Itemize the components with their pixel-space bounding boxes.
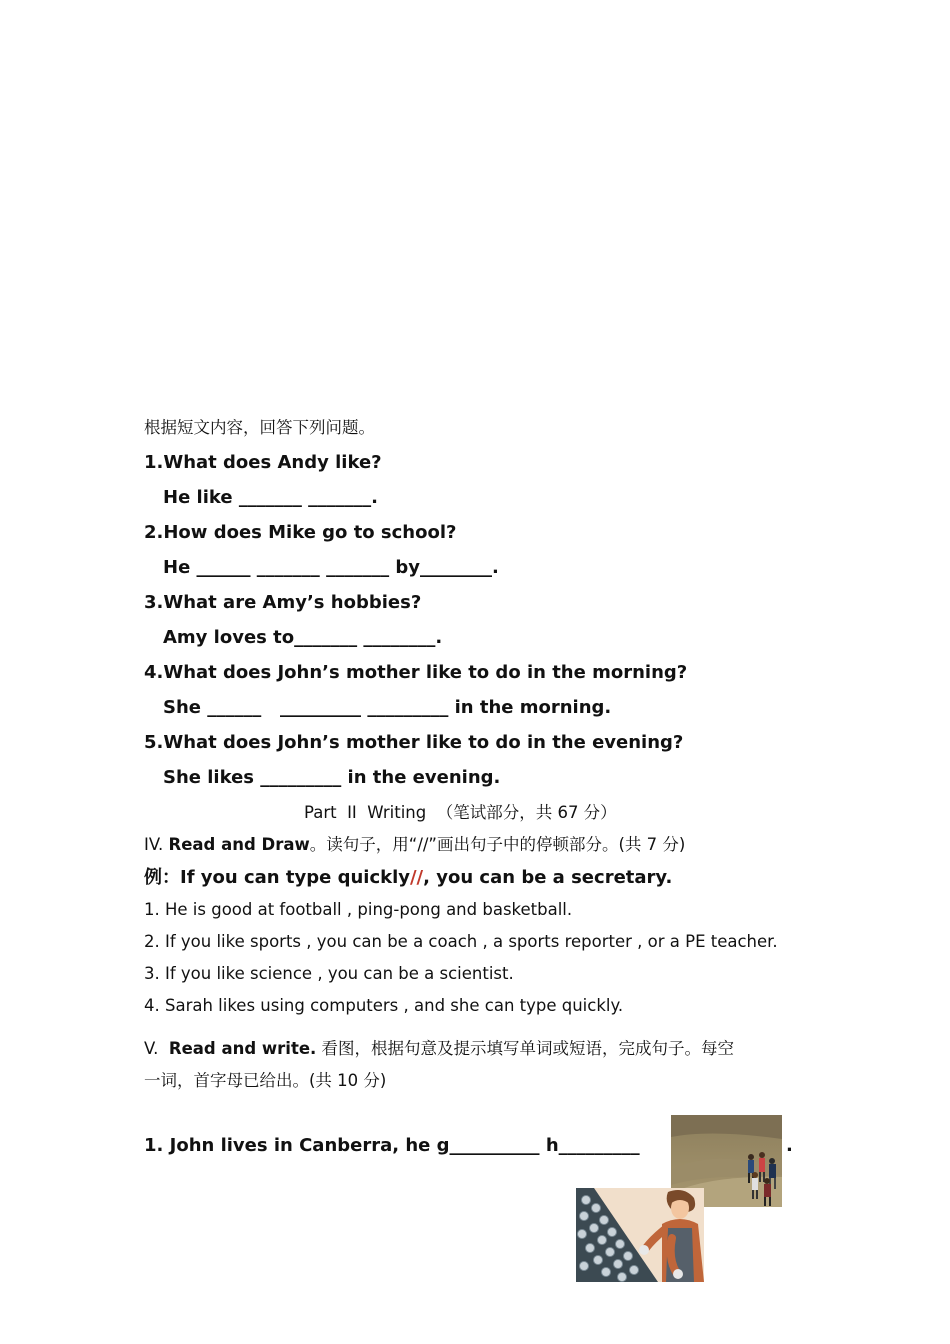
- example-part-2: , you can be a secretary.: [423, 867, 673, 888]
- answer-line-2: He ______ _______ _______ by________.: [163, 557, 499, 578]
- answer-line-5: She likes _________ in the evening.: [163, 767, 501, 788]
- example-pause-mark: //: [409, 867, 424, 888]
- section-v-heading: [144, 1039, 734, 1059]
- question-3: 3.What are Amy’s hobbies?: [144, 592, 422, 613]
- question-5: 5.What does John’s mother like to do in the evening?: [144, 732, 684, 753]
- section-iv-item-3: 3. If you like science , you can be a scientist.: [144, 964, 514, 983]
- question-1: 1.What does Andy like?: [144, 452, 382, 473]
- item1-end: .: [786, 1135, 793, 1156]
- item1-blank-1: __________: [449, 1135, 540, 1156]
- answer-line-3: Amy loves to_______ ________.: [163, 627, 443, 648]
- example-sentence: [144, 867, 672, 889]
- section-v-instruction: 看图，根据句意及提示填写单词或短语，完成句子。每空: [316, 1039, 735, 1058]
- reading-instruction: 根据短文内容，回答下列问题。: [144, 418, 375, 437]
- answer-line-4: She ______ _________ _________ in the morning.: [163, 697, 612, 718]
- item1-blank-2: _________: [558, 1135, 640, 1156]
- section-v-heading-cont: 一词，首字母已给出。(共 10 分): [144, 1071, 387, 1090]
- section-v-title: Read and write.: [168, 1039, 317, 1058]
- section-iv-number: IV.: [144, 835, 169, 854]
- section-v-number: V.: [144, 1039, 169, 1058]
- question-4: 4.What does John’s mother like to do in the morning?: [144, 662, 688, 683]
- section-iv-heading: [144, 835, 685, 855]
- example-part-1: 例：If you can type quickly: [144, 867, 410, 888]
- section-iv-item-4: 4. Sarah likes using computers , and she can type quickly.: [144, 996, 624, 1015]
- part-title: Part II Writing （笔试部分，共 67 分）: [304, 803, 617, 822]
- section-iv-instruction: 。读句子，用“//”画出句子中的停顿部分。(共 7 分): [309, 835, 686, 854]
- section-iv-title: Read and Draw: [168, 835, 310, 854]
- section-v-item-1: [144, 1135, 640, 1157]
- item1-prefix: 1. John lives in Canberra, he g: [144, 1135, 450, 1156]
- section-iv-item-2: 2. If you like sports , you can be a coach , a sports reporter , or a PE teacher.: [144, 932, 778, 951]
- section-iv-item-1: 1. He is good at football , ping-pong and basketball.: [144, 900, 573, 919]
- question-2: 2.How does Mike go to school?: [144, 522, 457, 543]
- item1-mid: h: [539, 1135, 559, 1156]
- factory-worker-picture: [576, 1188, 704, 1282]
- answer-line-1: He like _______ _______.: [163, 487, 378, 508]
